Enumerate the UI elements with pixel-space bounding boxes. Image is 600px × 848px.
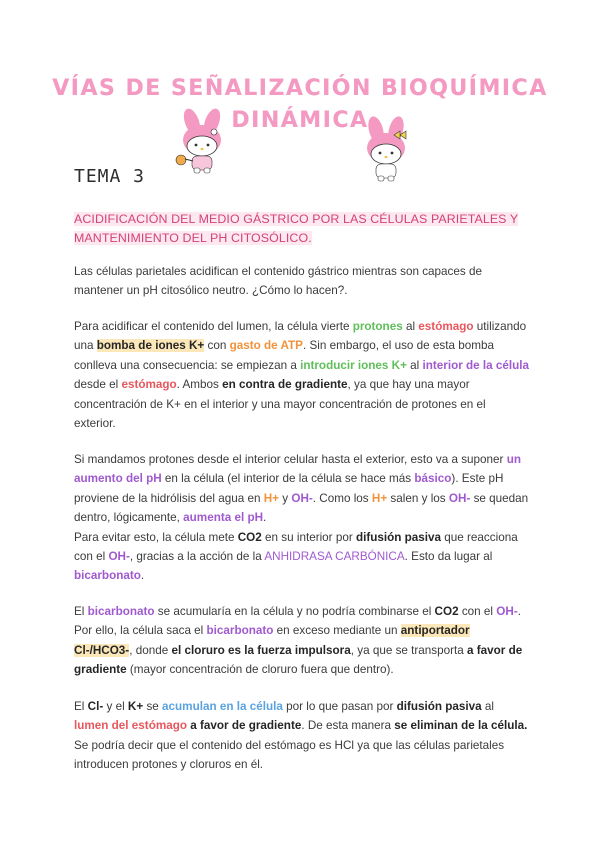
term-oh-3: OH- (108, 550, 130, 564)
text: por lo que pasan por (282, 700, 397, 713)
text: (mayor concentración de cloruro fuera que dentro). (126, 663, 394, 677)
text: al (406, 358, 423, 372)
text: . Como los (312, 491, 372, 505)
term-bicarbonato-2: bicarbonato (206, 624, 274, 638)
term-favor: a favor de gradiente (74, 643, 523, 677)
text: El (74, 700, 88, 713)
term-oh-2: OH- (448, 491, 471, 505)
text: , gracias a la acción de la (129, 550, 265, 564)
text: que reacciona con el (74, 530, 518, 564)
term-eliminan: se eliminan de la célula. (394, 719, 528, 733)
term-bomba: bomba de iones K+ (96, 339, 205, 353)
my-melody-right-icon (356, 116, 416, 186)
term-k: K+ (127, 700, 144, 713)
text: . Por ello, la célula saca el (74, 605, 521, 638)
term-co2: CO2 (237, 530, 262, 544)
text: Para evitar esto, la célula mete (74, 530, 238, 544)
text: con el (458, 605, 497, 618)
text: al (402, 320, 419, 333)
title-block (0, 74, 600, 136)
text: al (481, 700, 495, 713)
term-basico: básico (414, 472, 452, 486)
term-bicarbonato: bicarbonato (87, 605, 155, 618)
term-co2: CO2 (434, 605, 459, 618)
term-h: H+ (263, 491, 280, 505)
text: , ya que hay una mayor concentración de K+ en el interior y una mayor concentración de protones en el exterior. (74, 378, 486, 431)
text: . Ambos (176, 378, 223, 392)
text: y el (103, 700, 128, 713)
text: Si mandamos protones desde el interior celular hasta el exterior, esto va a suponer (74, 453, 507, 466)
term-antiportador: antiportador Cl-/HCO3- (74, 624, 470, 657)
term-gasto: gasto de ATP (229, 339, 303, 353)
text: . (140, 569, 145, 583)
term-interior: interior de la célula (422, 358, 530, 372)
text: en exceso mediante un (273, 624, 401, 638)
text: y (279, 491, 292, 505)
paragraph-4 (74, 602, 530, 680)
term-introducir: introducir iones K+ (300, 358, 407, 372)
paragraph-5 (74, 697, 530, 775)
text: . Sin embargo, el uso de esta bomba conlleva una consecuencia: se empiezan a (74, 339, 494, 372)
term-favor: a favor de gradiente (190, 719, 302, 733)
text: El (74, 605, 88, 618)
term-estomago-2: estómago (121, 378, 177, 392)
term-difusion: difusión pasiva (355, 530, 442, 544)
paragraph-3 (74, 450, 530, 586)
term-protones: protones (352, 320, 403, 333)
term-lumen: lumen del estómago (74, 719, 188, 733)
term-acumulan: acumulan en la célula (162, 700, 283, 713)
subtitle-line-1: ACIDIFICACIÓN DEL MEDIO GÁSTRICO POR LAS CÉLULAS PARIETALES Y (74, 212, 519, 226)
title-line-2: DINÁMICA (231, 108, 369, 133)
term-oh: OH- (496, 605, 518, 618)
text: se (143, 700, 163, 713)
text: Las células parietales acidifican el contenido gástrico mientras son capaces de mantener un pH citosólico neutro. ¿Cómo lo hacen?. (74, 265, 482, 298)
text: . Esto da lugar al (404, 550, 493, 564)
text: , ya que se transporta (350, 643, 468, 657)
text: . De esta manera (301, 719, 395, 733)
text: en su interior por (261, 530, 356, 544)
text: desde el (74, 378, 122, 392)
subtitle-line-2: MANTENIMIENTO DEL PH CITOSÓLICO. (74, 231, 312, 245)
subtitle (74, 210, 534, 248)
text: en la célula (el interior de la célula se hace más (161, 472, 415, 486)
term-contra: en contra de gradiente (222, 378, 348, 392)
title-line-1: VÍAS DE SEÑALIZACIÓN BIOQUÍMICA (52, 76, 548, 101)
text: salen y los (387, 491, 449, 505)
paragraph-1 (74, 262, 530, 301)
my-melody-left-icon (172, 108, 232, 178)
text: Para acidificar el contenido del lumen, la célula vierte (74, 320, 353, 333)
text: se acumularía en la célula y no podría combinarse el (154, 605, 435, 618)
term-h-2: H+ (371, 491, 388, 505)
term-anhidrasa: ANHIDRASA CARBÓNICA (264, 550, 405, 564)
term-difusion: difusión pasiva (396, 700, 482, 713)
term-aumento: un aumento del pH (74, 453, 521, 486)
text: utilizando una (74, 320, 527, 353)
term-bicarbonato: bicarbonato (74, 569, 141, 583)
text: , donde (129, 643, 172, 657)
term-cl: Cl- (87, 700, 104, 713)
text: ). Este pH proviene de la hidrólisis del agua en (74, 472, 504, 505)
paragraph-2 (74, 317, 530, 433)
text: Se podría decir que el contenido del estómago es HCl ya que las células parietales introducen protones y cloruros en él. (74, 738, 505, 772)
text: . (263, 511, 267, 525)
term-oh: OH- (291, 491, 313, 505)
text: con (204, 339, 230, 353)
section-label: TEMA 3 (74, 166, 146, 187)
term-aumenta: aumenta el pH (183, 511, 264, 525)
text: se quedan dentro, lógicamente, (74, 491, 529, 525)
term-estomago: estómago (418, 320, 474, 333)
term-cloruro: el cloruro es la fuerza impulsora (171, 643, 351, 657)
